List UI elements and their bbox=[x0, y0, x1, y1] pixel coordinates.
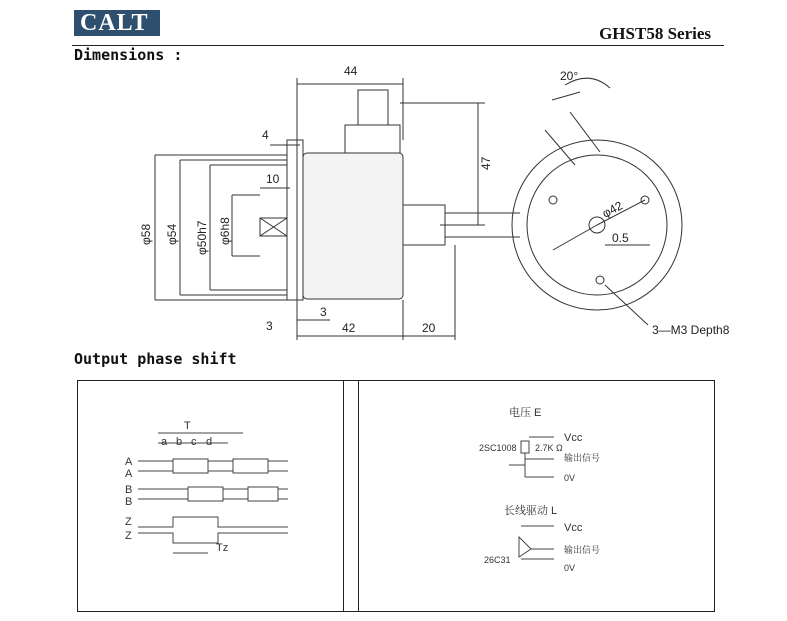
cable-gland-top bbox=[345, 125, 400, 153]
encoder-housing bbox=[303, 153, 403, 299]
dim-holes: 3—M3 Depth8 bbox=[652, 323, 730, 337]
company-logo: CALT bbox=[74, 10, 160, 36]
gland-nut-top bbox=[358, 90, 388, 125]
timing-b: b bbox=[176, 436, 183, 448]
mounting-flange bbox=[287, 140, 303, 300]
circuit-e-vcc: Vcc bbox=[564, 432, 583, 444]
circuit-e-0v: 0V bbox=[564, 473, 576, 483]
signal-label: B bbox=[125, 484, 133, 496]
signal-label: B bbox=[125, 496, 133, 508]
timing-c: c bbox=[191, 436, 197, 448]
circuit-e-transistor: 2SC1008 bbox=[479, 443, 517, 453]
signal-label: Z bbox=[125, 516, 132, 528]
dim-3a: 3 bbox=[266, 319, 273, 333]
dim-3b: 3 bbox=[320, 305, 327, 319]
dimensions-heading: Dimensions : bbox=[74, 46, 183, 64]
phase-heading: Output phase shift bbox=[74, 350, 237, 368]
dim-phi50h7: φ50h7 bbox=[195, 220, 209, 255]
timing-a: a bbox=[161, 436, 168, 448]
mounting-hole bbox=[549, 196, 557, 204]
circuit-l-vcc: Vcc bbox=[564, 522, 583, 534]
timing-panel bbox=[77, 380, 359, 612]
dim-phi6h8: φ6h8 bbox=[218, 217, 232, 245]
dim-10: 10 bbox=[266, 172, 280, 186]
dim-20: 20 bbox=[422, 321, 436, 335]
dim-4: 4 bbox=[262, 128, 269, 142]
circuit-l-0v: 0V bbox=[564, 563, 576, 573]
signal-label: A bbox=[125, 456, 133, 468]
timing-T: T bbox=[184, 420, 191, 432]
circuit-l-output: 输出信号 bbox=[564, 545, 601, 555]
circuit-e-resistor: 2.7K Ω bbox=[535, 443, 563, 453]
signal-label: Z bbox=[125, 530, 132, 542]
timing-Tz: Tz bbox=[216, 542, 229, 554]
dim-phi54: φ54 bbox=[165, 223, 179, 245]
dim-42: 42 bbox=[342, 321, 356, 335]
timing-d: d bbox=[206, 436, 213, 448]
circuit-e-title: 电压 E bbox=[509, 407, 542, 419]
output-circuits bbox=[359, 381, 714, 611]
circuit-l-chip: 26C31 bbox=[484, 555, 511, 565]
circuit-e-output: 输出信号 bbox=[564, 453, 601, 463]
dim-phi58: φ58 bbox=[139, 223, 153, 245]
dim-44: 44 bbox=[344, 64, 358, 78]
dim-offset: 0.5 bbox=[612, 231, 629, 245]
signal-label: A bbox=[125, 468, 133, 480]
mounting-hole bbox=[596, 276, 604, 284]
series-title: GHST58 Series bbox=[599, 24, 711, 43]
dim-angle: 20° bbox=[560, 69, 579, 83]
timing-diagram bbox=[78, 381, 358, 611]
dim-47: 47 bbox=[479, 156, 493, 170]
circuit-l-title: 长线驱动 L bbox=[504, 505, 558, 517]
cable-gland-side bbox=[403, 205, 445, 245]
dim-phi42: φ42 bbox=[599, 198, 626, 221]
panel-divider bbox=[343, 380, 344, 612]
circuit-panel bbox=[358, 380, 715, 612]
